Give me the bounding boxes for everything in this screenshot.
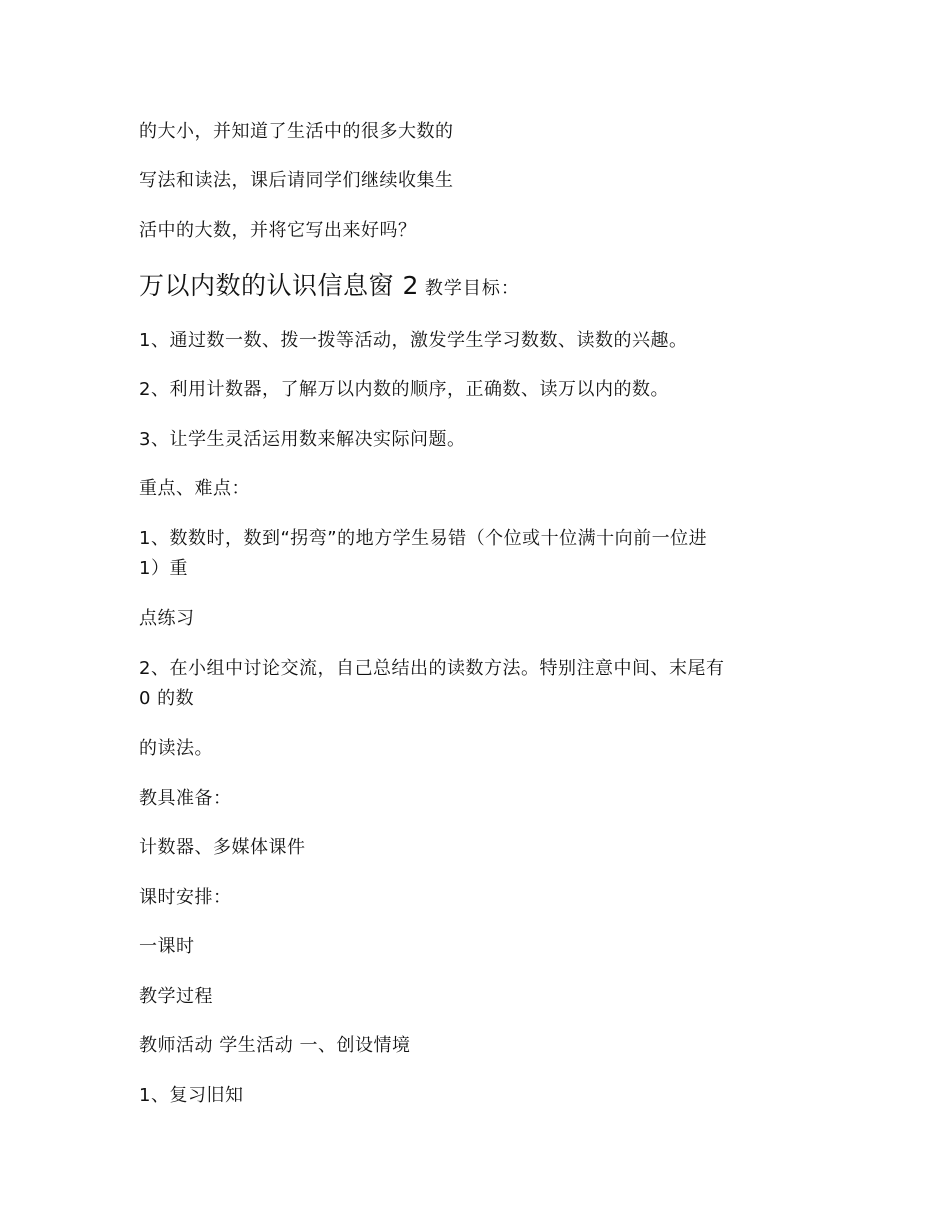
- key-point-1: 1、数数时，数到“拐弯”的地方学生易错（个位或十位满十向前一位进: [139, 528, 708, 549]
- process-heading: 教学过程: [139, 986, 213, 1007]
- schedule-text: 一课时: [139, 936, 195, 957]
- intro-line-2: 写法和读法，课后请同学们继续收集生: [139, 170, 454, 191]
- goal-line-2: 2、利用计数器，了解万以内数的顺序，正确数、读万以内的数。: [139, 379, 669, 400]
- key-points-heading: 重点、难点：: [139, 478, 250, 499]
- key-point-2: 2、在小组中讨论交流，自己总结出的读数方法。特别注意中间、末尾有: [139, 658, 725, 679]
- intro-line-3: 活中的大数，并将它写出来好吗？: [139, 220, 417, 241]
- goal-line-1: 1、通过数一数、拨一拨等活动，激发学生学习数数、读数的兴趣。: [139, 330, 688, 351]
- key-point-2-end: 的读法。: [139, 738, 213, 759]
- materials-heading: 教具准备：: [139, 788, 232, 809]
- schedule-heading: 课时安排：: [139, 887, 232, 908]
- section-subtitle: 教学目标：: [424, 278, 520, 299]
- section-heading: [139, 268, 819, 307]
- key-point-1-cont: 1）重: [139, 558, 188, 579]
- materials-text: 计数器、多媒体课件: [139, 837, 306, 858]
- process-step-1: 1、复习旧知: [139, 1085, 244, 1106]
- section-title: 万以内数的认识信息窗 2: [139, 271, 419, 300]
- goal-line-3: 3、让学生灵活运用数来解决实际问题。: [139, 429, 466, 450]
- key-point-1-end: 点练习: [139, 608, 195, 629]
- process-columns: 教师活动 学生活动 一、创设情境: [139, 1035, 411, 1056]
- intro-line-1: 的大小，并知道了生活中的很多大数的: [139, 121, 454, 142]
- key-point-2-cont: 0 的数: [139, 688, 195, 709]
